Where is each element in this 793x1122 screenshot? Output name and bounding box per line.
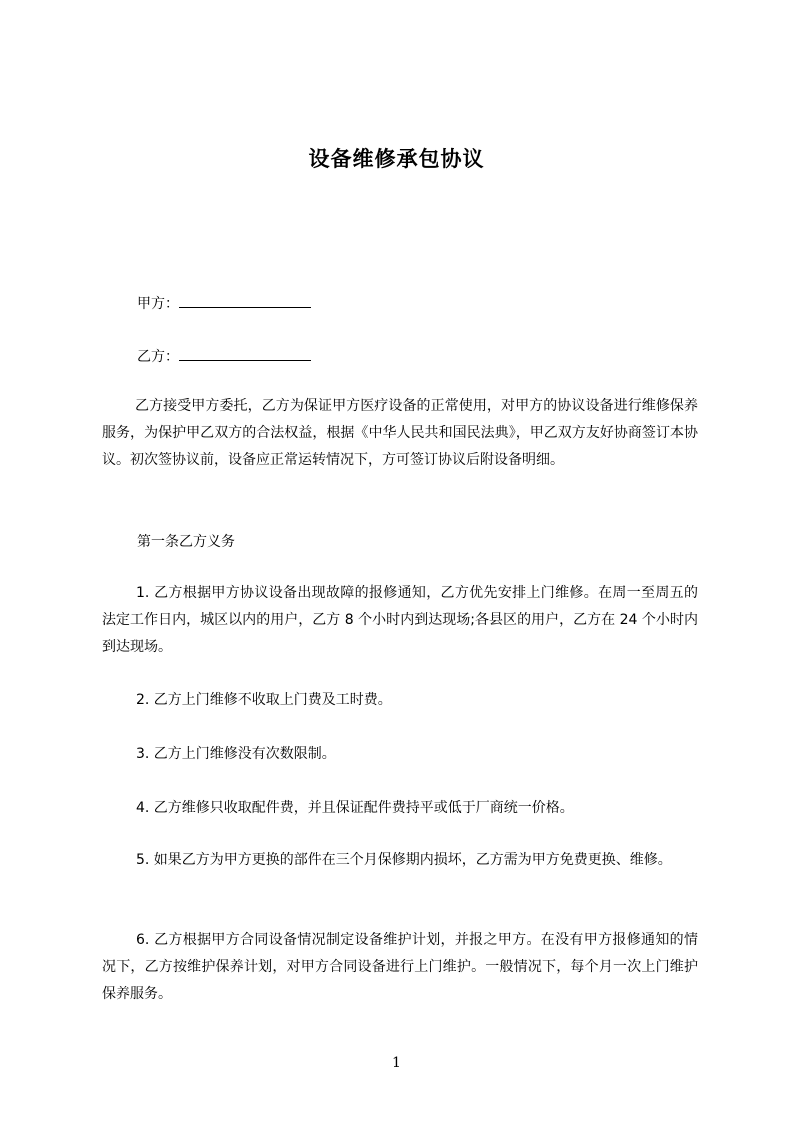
party-b-label: 乙方： bbox=[137, 349, 179, 365]
clause-1: 1. 乙方根据甲方协议设备出现故障的报修通知，乙方优先安排上门维修。在周一至周五的法定工作日内，城区以内的用户，乙方 8 个小时内到达现场;各县区的用户，乙方在 24 个小时内到达现场。 bbox=[102, 585, 698, 655]
clause-2: 2. 乙方上门维修不收取上门费及工时费。 bbox=[136, 692, 392, 708]
party-b-blank-line bbox=[179, 344, 311, 361]
clause-6: 6. 乙方根据甲方合同设备情况制定设备维护计划，并报之甲方。在没有甲方报修通知的情况下，乙方按维护保养计划，对甲方合同设备进行上门维护。一般情况下，每个月一次上门维护保养服务。 bbox=[102, 932, 698, 1002]
page-number: 1 bbox=[392, 1055, 401, 1071]
document-title: 设备维修承包协议 bbox=[308, 147, 485, 171]
intro-paragraph: 乙方接受甲方委托，乙方为保证甲方医疗设备的正常使用，对甲方的协议设备进行维修保养服务，为保护甲乙双方的合法权益，根据《中华人民共和国民法典》，甲乙双方友好协商签订本协议。初次签协议前，设备应正常运转情况下，方可签订协议后附设备明细。 bbox=[102, 398, 698, 468]
party-a-label: 甲方： bbox=[137, 296, 179, 312]
party-a-field bbox=[137, 291, 311, 314]
party-b-field bbox=[137, 344, 311, 367]
clause-3: 3. 乙方上门维修没有次数限制。 bbox=[136, 746, 336, 762]
clause-5: 5. 如果乙方为甲方更换的部件在三个月保修期内损坏，乙方需为甲方免费更换、维修。 bbox=[136, 852, 672, 868]
article-1-heading: 第一条乙方义务 bbox=[137, 534, 235, 550]
clause-4: 4. 乙方维修只收取配件费，并且保证配件费持平或低于厂商统一价格。 bbox=[136, 800, 574, 816]
party-a-blank-line bbox=[179, 291, 311, 308]
